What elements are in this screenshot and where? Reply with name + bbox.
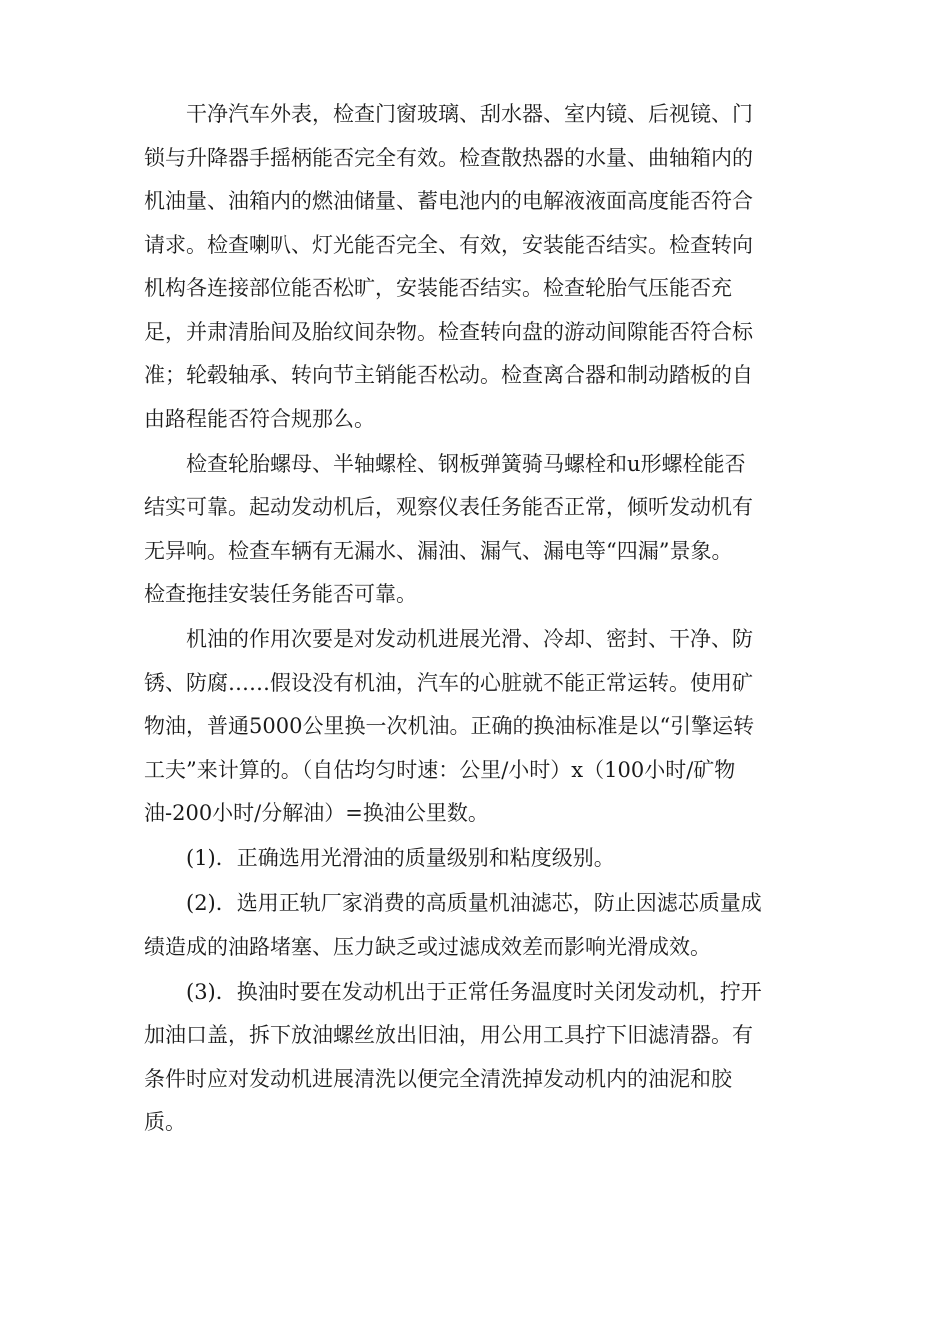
text-line: 油-200小时/分解油）=换油公里数。 — [144, 801, 489, 825]
text-line: 请求。检查喇叭、灯光能否完全、有效，安装能否结实。检查转向 — [144, 232, 753, 257]
text-line: 工夫”来计算的。（自估均匀时速：公里/小时）x（100小时/矿物 — [144, 757, 736, 782]
paragraph-engine-oil — [144, 618, 809, 836]
paragraph-vehicle-inspection — [144, 93, 809, 441]
text-line: 准；轮毂轴承、转向节主销能否松动。检查离合器和制动踏板的自 — [144, 363, 753, 387]
text-line: 结实可靠。起动发动机后，观察仪表任务能否正常，倾听发动机有 — [144, 495, 753, 519]
list-item-2 — [144, 882, 809, 969]
text-line: 质。 — [144, 1110, 186, 1134]
text-line: (1)．正确选用光滑油的质量级别和粘度级别。 — [186, 846, 615, 870]
text-line: 锈、防腐……假设没有机油，汽车的心脏就不能正常运转。使用矿 — [144, 670, 753, 695]
list-item-3 — [144, 971, 809, 1145]
list-item-1 — [144, 837, 809, 881]
text-line: 检查轮胎螺母、半轴螺栓、钢板弹簧骑马螺栓和u形螺栓能否 — [186, 451, 746, 476]
paragraph-bolt-engine-check — [144, 443, 809, 617]
text-line: 足，并肃清胎间及胎纹间杂物。检查转向盘的游动间隙能否符合标 — [144, 319, 753, 344]
text-line: (2)．选用正轨厂家消费的高质量机油滤芯，防止因滤芯质量成 — [186, 891, 762, 915]
text-line: 加油口盖，拆下放油螺丝放出旧油，用公用工具拧下旧滤清器。有 — [144, 1023, 753, 1047]
text-line: 机油量、油箱内的燃油储量、蓄电池内的电解液液面高度能否符合 — [144, 189, 753, 213]
text-line: 由路程能否符合规那么。 — [144, 406, 375, 431]
text-line: 机油的作用次要是对发动机进展光滑、冷却、密封、干净、防 — [186, 627, 753, 651]
text-line: 干净汽车外表，检查门窗玻璃、刮水器、室内镜、后视镜、门 — [186, 102, 753, 126]
document-body — [144, 93, 809, 1146]
text-line: 机构各连接部位能否松旷，安装能否结实。检查轮胎气压能否充 — [144, 276, 732, 300]
text-line: 锁与升降器手摇柄能否完全有效。检查散热器的水量、曲轴箱内的 — [144, 145, 753, 170]
text-line: 绩造成的油路堵塞、压力缺乏或过滤成效差而影响光滑成效。 — [144, 934, 711, 959]
text-line: 物油，普通5000公里换一次机油。正确的换油标准是以“引擎运转 — [144, 714, 755, 738]
text-line: 条件时应对发动机进展清洗以便完全清洗掉发动机内的油泥和胶 — [144, 1066, 732, 1091]
text-line: 无异响。检查车辆有无漏水、漏油、漏气、漏电等“四漏”景象。 — [144, 538, 733, 563]
text-line: (3)．换油时要在发动机出于正常任务温度时关闭发动机，拧开 — [186, 979, 762, 1004]
text-line: 检查拖挂安装任务能否可靠。 — [144, 582, 417, 606]
